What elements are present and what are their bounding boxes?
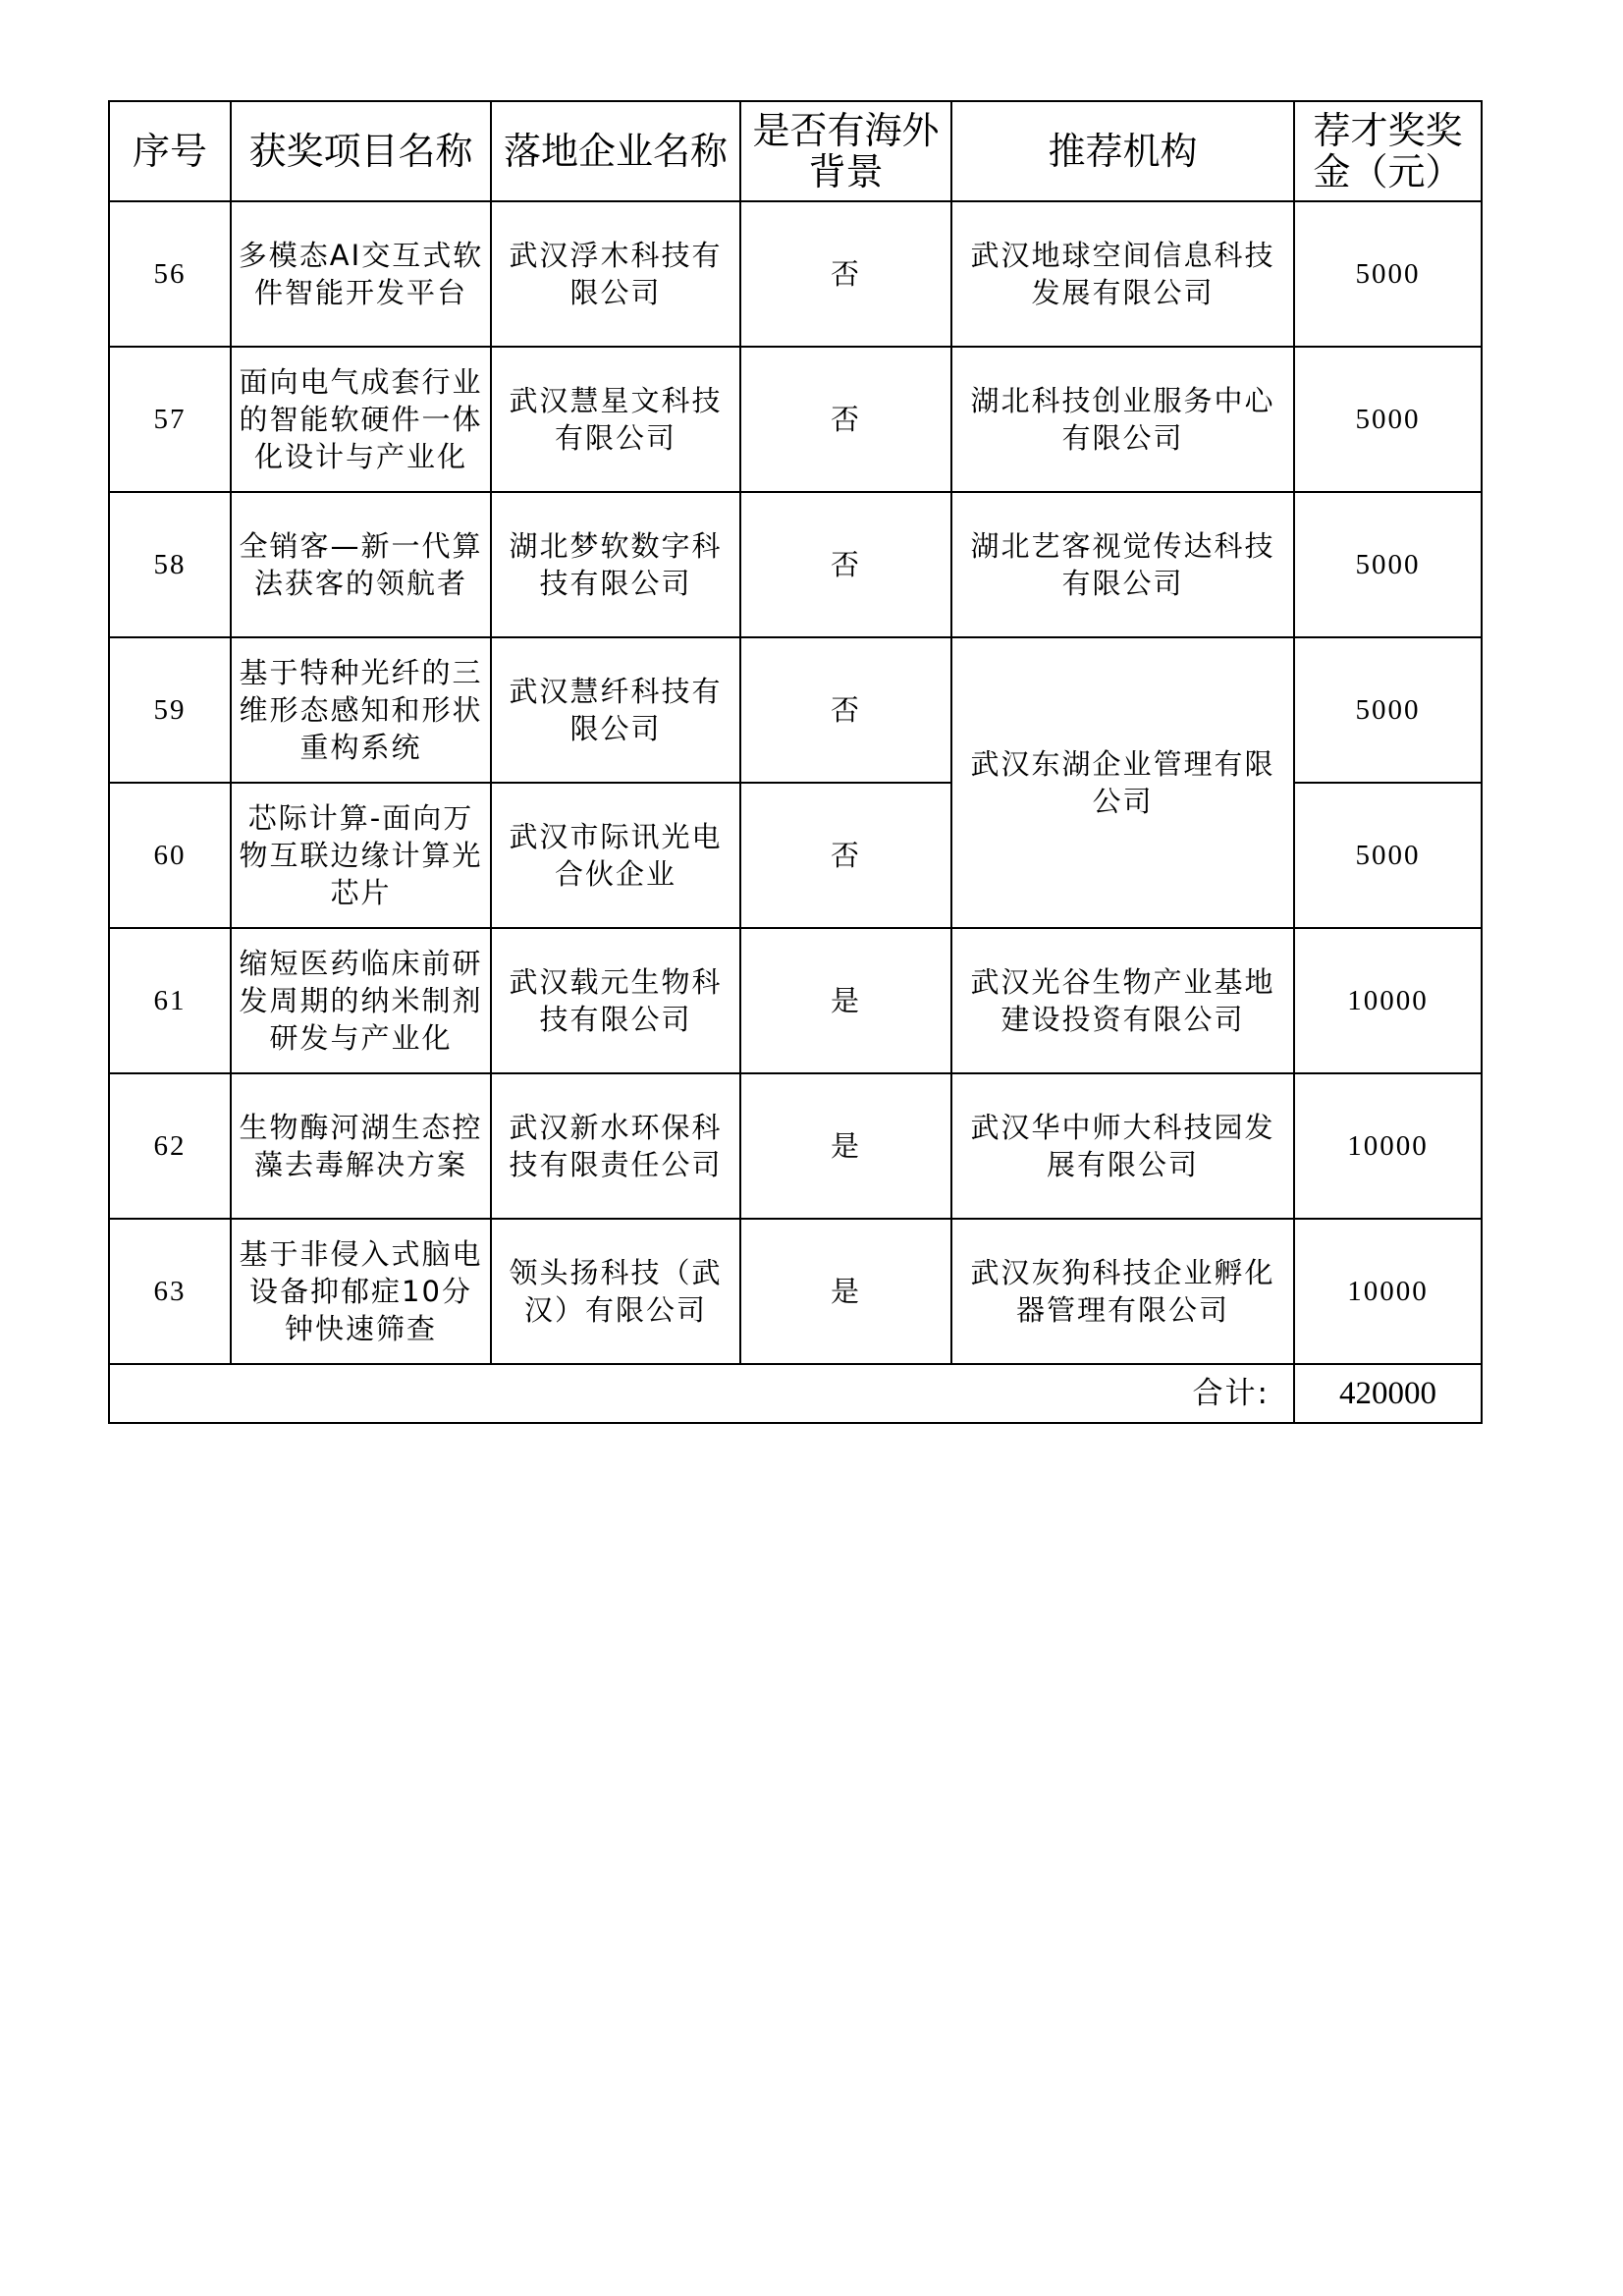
row-project (231, 347, 491, 492)
total-row (109, 1364, 1482, 1423)
row-recommender: 武汉灰狗科技企业孵化器管理有限公司 (951, 1219, 1294, 1364)
row-project-text: 缩短医药临床前研发周期的纳米制剂研发与产业化 (239, 947, 483, 1055)
row-index: 63 (109, 1219, 231, 1364)
header-award: 荐才奖奖金（元） (1294, 101, 1482, 201)
row-award: 5000 (1294, 347, 1482, 492)
row-project-text: 面向电气成套行业的智能软硬件一体化设计与产业化 (239, 365, 483, 473)
row-overseas: 是 (740, 1073, 951, 1219)
row-index: 61 (109, 928, 231, 1073)
row-award: 5000 (1294, 783, 1482, 928)
row-company: 湖北梦软数字科技有限公司 (491, 492, 740, 637)
row-project (231, 783, 491, 928)
table-row (109, 1073, 1482, 1219)
row-project-text: 多模态AI交互式软件智能开发平台 (238, 239, 484, 309)
header-company: 落地企业名称 (491, 101, 740, 201)
row-company: 武汉慧纤科技有限公司 (491, 637, 740, 783)
header-overseas: 是否有海外背景 (740, 101, 951, 201)
row-index: 56 (109, 201, 231, 347)
row-index: 57 (109, 347, 231, 492)
row-project (231, 201, 491, 347)
table-row (109, 347, 1482, 492)
row-project-text: 芯际计算-面向万物互联边缘计算光芯片 (239, 801, 483, 909)
row-project (231, 492, 491, 637)
row-award: 10000 (1294, 1219, 1482, 1364)
row-index: 59 (109, 637, 231, 783)
row-company: 武汉新水环保科技有限责任公司 (491, 1073, 740, 1219)
header-project: 获奖项目名称 (231, 101, 491, 201)
row-project-text: 生物酶河湖生态控藻去毒解决方案 (239, 1111, 483, 1181)
row-award: 10000 (1294, 928, 1482, 1073)
row-company: 武汉慧星文科技有限公司 (491, 347, 740, 492)
row-overseas: 否 (740, 783, 951, 928)
row-index: 58 (109, 492, 231, 637)
row-award: 10000 (1294, 1073, 1482, 1219)
row-overseas: 否 (740, 201, 951, 347)
row-overseas: 否 (740, 347, 951, 492)
table-row (109, 201, 1482, 347)
row-recommender: 湖北科技创业服务中心有限公司 (951, 347, 1294, 492)
row-project (231, 928, 491, 1073)
table-row (109, 928, 1482, 1073)
total-amount: 420000 (1294, 1364, 1482, 1423)
row-recommender: 武汉东湖企业管理有限公司 (951, 637, 1294, 928)
row-company: 武汉载元生物科技有限公司 (491, 928, 740, 1073)
row-overseas: 是 (740, 1219, 951, 1364)
row-project-text: 基于特种光纤的三维形态感知和形状重构系统 (239, 656, 483, 764)
header-index: 序号 (109, 101, 231, 201)
row-recommender: 湖北艺客视觉传达科技有限公司 (951, 492, 1294, 637)
total-label: 合计: (109, 1364, 1294, 1423)
row-award: 5000 (1294, 637, 1482, 783)
row-project-text: 全销客—新一代算法获客的领航者 (239, 529, 483, 600)
row-company: 武汉市际讯光电合伙企业 (491, 783, 740, 928)
row-recommender: 武汉华中师大科技园发展有限公司 (951, 1073, 1294, 1219)
row-recommender: 武汉地球空间信息科技发展有限公司 (951, 201, 1294, 347)
award-table (108, 100, 1483, 1424)
header-recommender: 推荐机构 (951, 101, 1294, 201)
row-overseas: 是 (740, 928, 951, 1073)
table-row (109, 637, 1482, 783)
row-project (231, 1073, 491, 1219)
table-row (109, 1219, 1482, 1364)
row-project (231, 637, 491, 783)
row-award: 5000 (1294, 201, 1482, 347)
header-row (109, 101, 1482, 201)
row-project-text: 基于非侵入式脑电设备抑郁症10分钟快速筛查 (239, 1237, 483, 1345)
row-recommender: 武汉光谷生物产业基地建设投资有限公司 (951, 928, 1294, 1073)
row-company: 领头扬科技（武汉）有限公司 (491, 1219, 740, 1364)
row-index: 62 (109, 1073, 231, 1219)
row-company: 武汉浮木科技有限公司 (491, 201, 740, 347)
row-project (231, 1219, 491, 1364)
row-award: 5000 (1294, 492, 1482, 637)
row-overseas: 否 (740, 637, 951, 783)
row-overseas: 否 (740, 492, 951, 637)
row-index: 60 (109, 783, 231, 928)
table-row (109, 492, 1482, 637)
